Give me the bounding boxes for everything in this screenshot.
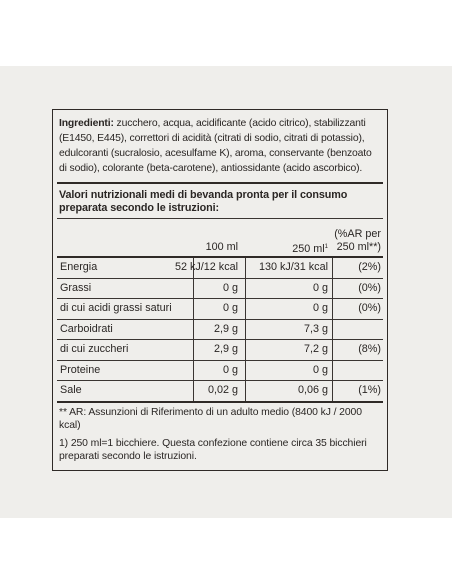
row-sale-ar: (1%) [358,384,381,396]
row-zuccheri-ar: (8%) [358,343,381,355]
row-zuccheri-name: di cui zuccheri [60,343,129,355]
col-ar-header-line2: 250 ml**) [336,241,381,253]
col-ar-header-line1: (%AR per [334,228,381,240]
row-proteine-name: Proteine [60,364,101,376]
row-divider [57,339,383,340]
row-divider [57,278,383,279]
row-proteine-100ml: 0 g [222,364,238,376]
row-divider [57,319,383,320]
divider-ingredients [57,182,383,184]
col-250ml-header: 250 $ml^1$ [292,243,328,255]
row-carboidrati-name: Carboidrati [60,323,113,335]
row-energia-100ml: 52 kJ/12 kcal [174,261,238,273]
row-carboidrati-250ml: 7,3 g [303,323,328,335]
row-energia-name: Energia [60,261,98,273]
footnote-ar: ** AR: Assunzioni di Riferimento di un adulto medio (8400 kJ / 2000 kcal) [59,407,362,431]
row-saturi-name: di cui acidi grassi saturi [60,302,172,314]
row-grassi-ar: (0%) [358,282,381,294]
row-divider [57,360,383,361]
row-proteine-250ml: 0 g [312,364,328,376]
row-saturi-ar: (0%) [358,302,381,314]
row-saturi-250ml: 0 g [312,302,328,314]
divider-table-end [57,401,383,403]
ingredients-text [59,116,381,176]
row-sale-100ml: 0,02 g [207,384,238,396]
row-zuccheri-250ml: 7,2 g [303,343,328,355]
nutrition-heading: Valori nutrizionali medi di bevanda pronta per il consumo preparata secondo le istruzioni: [59,189,348,214]
row-sale-name: Sale [60,384,82,396]
row-sale-250ml: 0,06 g [297,384,328,396]
nutrition-label [52,109,388,471]
row-zuccheri-100ml: 2,9 g [213,343,238,355]
footnote-marker: 1 [324,244,328,250]
row-grassi-100ml: 0 g [222,282,238,294]
row-carboidrati-100ml: 2,9 g [213,323,238,335]
footnote-serving: 1) 250 ml=1 bicchiere. Questa confezione contiene circa 35 bicchieri preparati secondo le istruzioni. [59,438,367,462]
divider-table-header [57,256,383,258]
ingredients-title: Ingredienti: [59,118,114,129]
divider-heading [57,218,383,219]
col-100ml-header: 100 ml [205,241,238,253]
row-grassi-name: Grassi [60,282,92,294]
row-energia-ar: (2%) [358,261,381,273]
row-divider [57,298,383,299]
row-grassi-250ml: 0 g [312,282,328,294]
row-energia-250ml: 130 kJ/31 kcal [258,261,328,273]
row-divider [57,380,383,381]
ingredients-list: zucchero, acqua, acidificante (acido citrico), stabilizzanti (E1450, E445), correttori di acidità (citrati di sodio, citrati di potassio), edulcoranti (sucralosio, acesulfame K), aroma, conservante (benzoato di sodio), colorante (beta-carotene), antiossidante (acido ascorbico). [59,118,372,174]
row-saturi-100ml: 0 g [222,302,238,314]
